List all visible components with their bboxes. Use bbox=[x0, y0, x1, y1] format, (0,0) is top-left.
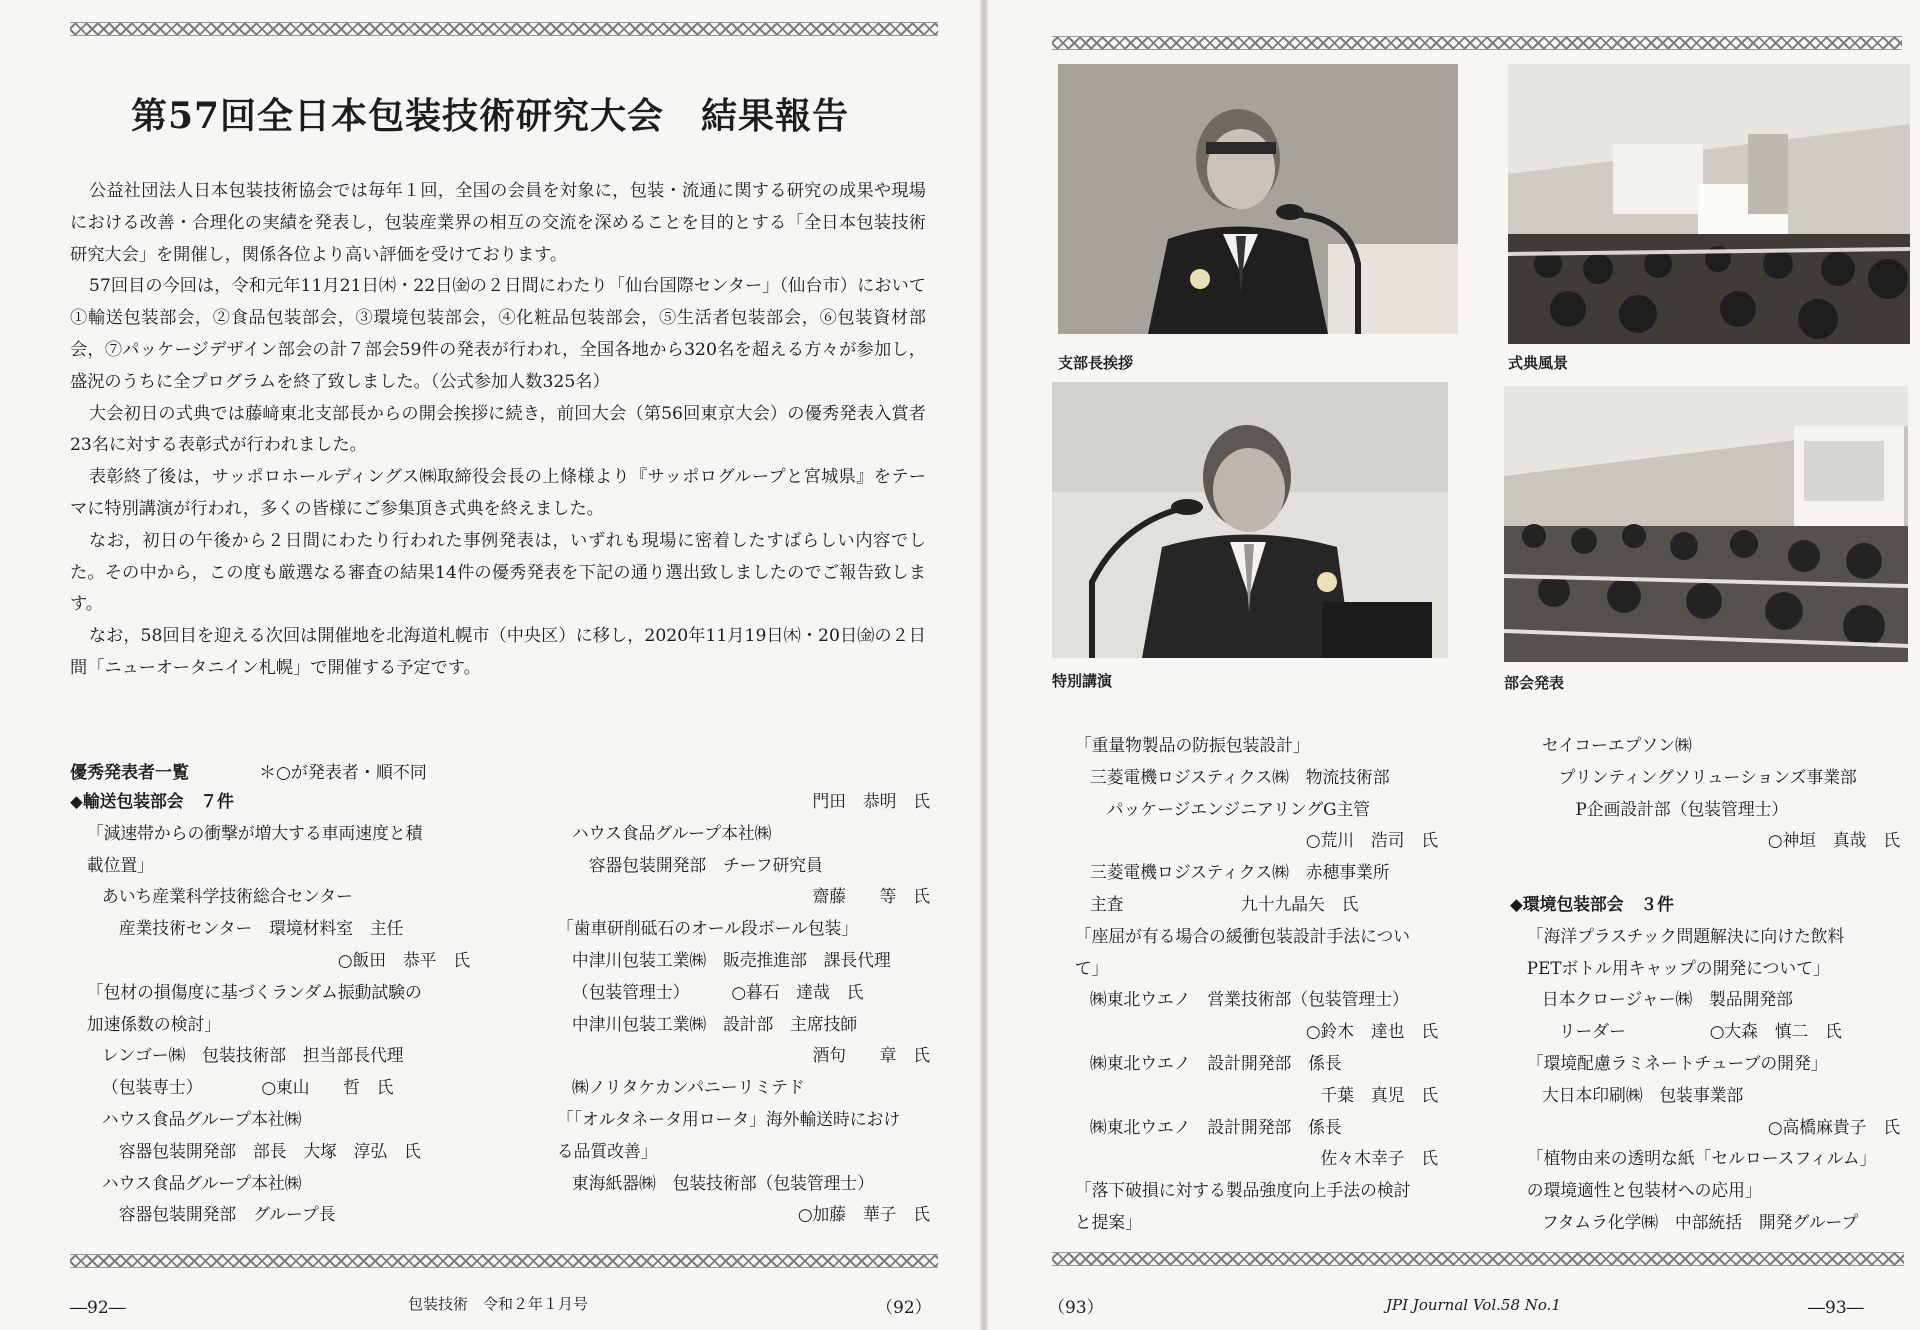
award-line: ○荒川 浩司 氏 bbox=[1305, 830, 1438, 851]
award-line: フタムラ化学㈱ 中部統括 開発グループ bbox=[1541, 1211, 1859, 1232]
award-line: 日本クロージャー㈱ 製品開発部 bbox=[1541, 989, 1793, 1010]
award-line: 中津川包装工業㈱ 設計部 主席技師 bbox=[571, 1013, 858, 1034]
bottom-ornament-rule bbox=[70, 1254, 938, 1268]
award-line: る品質改善」 bbox=[556, 1140, 658, 1161]
award-line: 主査 九十九晶矢 氏 bbox=[1089, 893, 1359, 914]
ceremony-photo-image bbox=[1508, 64, 1910, 344]
award-line: ㈱ノリタケカンパニーリミテド bbox=[571, 1077, 805, 1098]
award-line: 容器包装開発部 チーフ研究員 bbox=[588, 854, 823, 875]
award-line: ハウス食品グループ本社㈱ bbox=[571, 822, 772, 843]
award-line: と提案」 bbox=[1074, 1211, 1142, 1232]
award-line: 「歯車研削砥石のオール段ボール包装」 bbox=[556, 918, 859, 939]
award-line: ○加藤 華子 氏 bbox=[797, 1204, 930, 1225]
journal-issue-label: 包装技術 令和２年１月号 bbox=[408, 1295, 589, 1313]
awards-column-3 bbox=[1058, 730, 1438, 1239]
award-line: 三菱電機ロジスティクス㈱ 赤穂事業所 bbox=[1089, 862, 1390, 883]
award-line: 大日本印刷㈱ 包装事業部 bbox=[1541, 1084, 1744, 1105]
award-list-heading bbox=[70, 758, 490, 783]
award-line: 佐々木幸子 氏 bbox=[1320, 1148, 1438, 1169]
page-number-left: ―92― bbox=[70, 1298, 126, 1318]
award-line: セイコーエプソン㈱ bbox=[1541, 735, 1692, 755]
award-line: 「「オルタネータ用ロータ」海外輸送時におけ bbox=[556, 1108, 901, 1129]
award-line: ㈱東北ウエノ 設計開発部 係長 bbox=[1089, 1116, 1342, 1137]
award-line: 酒句 章 氏 bbox=[812, 1045, 930, 1066]
award-line: 齋藤 等 氏 bbox=[812, 886, 930, 907]
award-line: 「海洋プラスチック問題解決に向けた飲料 bbox=[1526, 925, 1845, 946]
award-line: 「植物由来の透明な紙「セルロースフィルム」 bbox=[1526, 1148, 1877, 1169]
award-line: ハウス食品グループ本社㈱ bbox=[101, 1108, 302, 1129]
photo-ceremony-scene bbox=[1508, 64, 1910, 344]
award-line: の環境適性と包装材への応用」 bbox=[1526, 1180, 1762, 1201]
page-number-right: ―93― bbox=[1808, 1298, 1864, 1318]
photo-branch-chief-greeting bbox=[1058, 64, 1458, 334]
award-line: ㈱東北ウエノ 営業技術部（包装管理士） bbox=[1089, 989, 1409, 1010]
book-gutter bbox=[980, 0, 988, 1330]
awards-column-2 bbox=[540, 786, 930, 1231]
intro-paragraph: 57回目の今回は，令和元年11月21日㈭・22日㈮の２日間にわたり「仙台国際センター」（仙台市）において ①輸送包装部会，②食品包装部会，③環境包装部会，④化粧品包装部会，⑤生活者包装部会，⑥包装資材部会，⑦パッケージデザイン部会の計７部会59件の発表が行われ，全国各地から320名を超える方々が参加し，盛況のうちに全プログラムを終了致しました。（公式参加人数325名） bbox=[70, 276, 944, 392]
top-ornament-rule bbox=[1052, 36, 1902, 50]
section-heading: ◆環境包装部会 ３件 bbox=[1510, 893, 1674, 914]
award-line: プリンティングソリューションズ事業部 bbox=[1558, 766, 1857, 787]
award-line: 東海紙器㈱ 包装技術部（包装管理士） bbox=[571, 1172, 874, 1193]
award-line: レンゴー㈱ 包装技術部 担当部長代理 bbox=[101, 1045, 404, 1066]
award-line: あいち産業科学技術総合センター bbox=[101, 886, 353, 907]
award-line: ○鈴木 達也 氏 bbox=[1305, 1021, 1438, 1042]
intro-text bbox=[70, 176, 944, 685]
intro-paragraph: 表彰終了後は，サッポロホールディングス㈱取締役会長の上條様より『サッポログループと宮城県』をテーマに特別講演が行われ，多くの皆様にご参集頂き式典を終えました。 bbox=[70, 467, 926, 519]
award-line: 「環境配慮ラミネートチューブの開発」 bbox=[1526, 1052, 1828, 1073]
award-list-title: 優秀発表者一覧 bbox=[70, 763, 189, 783]
caption-branch-chief-greeting: 支部長挨拶 bbox=[1058, 354, 1134, 372]
intro-paragraph: なお，58回目を迎える次回は開催地を北海道札幌市（中央区）に移し，2020年11月19日㈭・20日㈮の２日間「ニューオータニイン札幌」で開催する予定です。 bbox=[70, 626, 926, 678]
award-line: 載位置」 bbox=[86, 854, 154, 875]
award-line: ○神垣 真哉 氏 bbox=[1767, 830, 1900, 851]
page-number-paren-right: （93） bbox=[1048, 1298, 1104, 1318]
award-line: 三菱電機ロジスティクス㈱ 物流技術部 bbox=[1089, 766, 1390, 787]
award-line: （包装管理士） ○暮石 達哉 氏 bbox=[571, 981, 864, 1002]
caption-section-presentation: 部会発表 bbox=[1504, 674, 1565, 692]
awards-column-1 bbox=[70, 786, 470, 1231]
bottom-ornament-rule bbox=[1052, 1252, 1904, 1266]
intro-paragraph: なお，初日の午後から２日間にわたり行われた事例発表は，いずれも現場に密着したすばらしい内容でした。その中から，この度も厳選なる審査の結果14件の優秀発表を下記の通り選出致しましたのでご報告致します。 bbox=[70, 530, 926, 615]
right-page bbox=[988, 0, 1920, 1330]
award-line: 「座屈が有る場合の緩衝包装設計手法につい bbox=[1074, 925, 1411, 946]
award-line: 容器包装開発部 部長 大塚 淳弘 氏 bbox=[118, 1140, 421, 1161]
award-line: 容器包装開発部 グループ長 bbox=[118, 1204, 336, 1225]
page-number-paren-left: （92） bbox=[876, 1298, 932, 1318]
top-ornament-rule bbox=[70, 22, 938, 36]
award-line: 「減速帯からの衝撃が増大する車両速度と積 bbox=[86, 822, 423, 843]
photo-special-lecture bbox=[1052, 382, 1448, 658]
award-line: 加速係数の検討」 bbox=[86, 1013, 222, 1034]
speaker-photo-image bbox=[1058, 64, 1458, 334]
intro-paragraph: 大会初日の式典では藤﨑東北支部長からの開会挨拶に続き，前回大会（第56回東京大会）の優秀発表入賞者23名に対する表彰式が行われました。 bbox=[70, 403, 926, 456]
award-line: パッケージエンジニアリングG主管 bbox=[1106, 798, 1371, 819]
award-line: PETボトル用キャップの開発について」 bbox=[1526, 957, 1830, 978]
section-heading: ◆輸送包装部会 ７件 bbox=[70, 791, 234, 811]
award-line: ハウス食品グループ本社㈱ bbox=[101, 1172, 302, 1193]
award-line: て」 bbox=[1074, 957, 1109, 978]
award-line: ○飯田 恭平 氏 bbox=[337, 949, 470, 970]
awards-column-4 bbox=[1510, 730, 1900, 1239]
award-line: ㈱東北ウエノ 設計開発部 係長 bbox=[1089, 1052, 1342, 1073]
caption-ceremony-scene: 式典風景 bbox=[1508, 354, 1569, 372]
award-line bbox=[1510, 857, 1900, 889]
award-line: 産業技術センター 環境材料室 主任 bbox=[118, 918, 404, 939]
award-line: 「包材の損傷度に基づくランダム振動試験の bbox=[86, 981, 422, 1002]
intro-paragraph: 公益社団法人日本包装技術協会では毎年１回，全国の会員を対象に，包装・流通に関する研究の成果や現場における改善・合理化の実績を発表し，包装産業界の相互の交流を深めることを目的とする「全日本包装技術研究大会」を開催し，関係各位より高い評価を受けております。 bbox=[70, 181, 926, 265]
award-line: P企画設計部（包装管理士） bbox=[1575, 798, 1789, 819]
award-line: 門田 恭明 氏 bbox=[812, 791, 930, 811]
award-line: 中津川包装工業㈱ 販売推進部 課長代理 bbox=[571, 949, 891, 970]
presentation-photo-image bbox=[1504, 386, 1908, 662]
page-title: 第57回全日本包装技術研究大会 結果報告 bbox=[130, 95, 850, 137]
award-line: 「重量物製品の防振包装設計」 bbox=[1074, 735, 1310, 755]
lecture-photo-image bbox=[1052, 382, 1448, 658]
award-line: リーダー ○大森 慎二 氏 bbox=[1558, 1021, 1842, 1042]
caption-special-lecture: 特別講演 bbox=[1052, 672, 1113, 690]
award-line: （包装専士） ○東山 哲 氏 bbox=[101, 1077, 394, 1098]
award-list-note: ＊○が発表者・順不同 bbox=[259, 763, 427, 783]
award-line: 「落下破損に対する製品強度向上手法の検討 bbox=[1074, 1180, 1411, 1201]
award-line: ○高橋麻貴子 氏 bbox=[1767, 1116, 1900, 1137]
journal-volume-label: JPI Journal Vol.58 No.1 bbox=[1386, 1296, 1561, 1314]
photo-section-presentation bbox=[1504, 386, 1908, 662]
award-line: 千葉 真児 氏 bbox=[1320, 1084, 1438, 1105]
